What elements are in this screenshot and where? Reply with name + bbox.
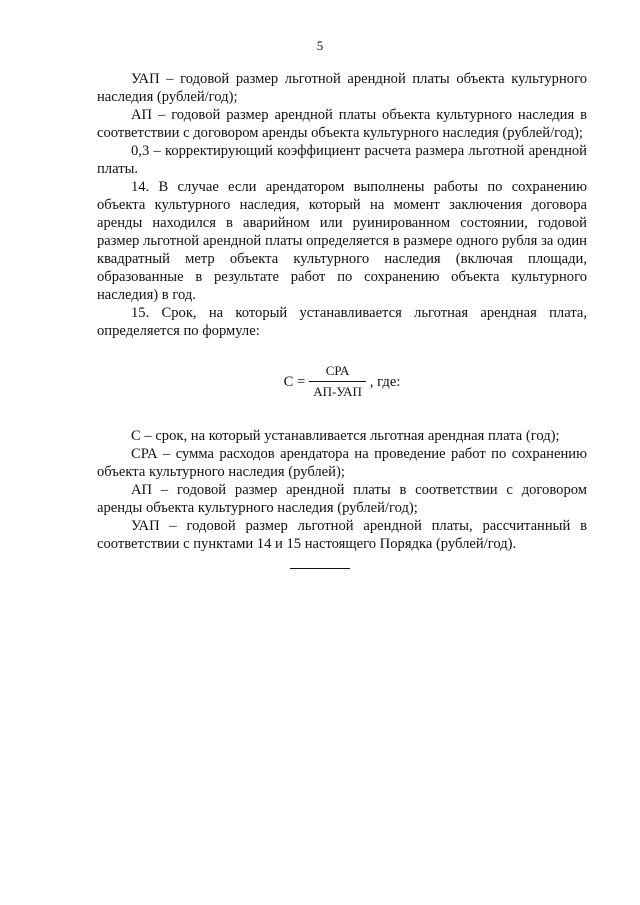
page-number: 5 bbox=[316, 38, 324, 53]
definition-uap: УАП – годовой размер льготной арендной платы объекта культурного наследия (рублей/год); bbox=[97, 71, 587, 105]
clause-15: 15. Срок, на который устанавливается льготная арендная плата, определяется по формуле: bbox=[97, 305, 587, 339]
definition-c: С – срок, на который устанавливается льготная арендная плата (год); bbox=[131, 428, 560, 444]
definition-cra: СРА – сумма расходов арендатора на проведение работ по сохранению объекта культурного наследия (рублей); bbox=[97, 446, 587, 480]
definition-uap-2: УАП – годовой размер льготной арендной платы, рассчитанный в соответствии с пунктами 14 и 15 настоящего Порядка (рублей/год). bbox=[97, 518, 587, 552]
formula-denominator: АП-УАП bbox=[313, 384, 362, 399]
term-formula bbox=[97, 362, 587, 401]
definition-ap: АП – годовой размер арендной платы объекта культурного наследия в соответствии с договором аренды объекта культурного наследия (рублей/год); bbox=[97, 107, 587, 141]
formula-fraction bbox=[309, 362, 366, 401]
clause-14: 14. В случае если арендатором выполнены работы по сохранению объекта культурного наследия, который на момент заключения договора аренды находился в аварийном или руинированном состоянии, годовой размер льготной арендной платы определяется в размере одного рубля за один квадратный метр объекта культурного наследия (включая площади, образованные в результате работ по сохранению объекта культурного наследия) в год. bbox=[97, 179, 587, 303]
definition-ap-2: АП – годовой размер арендной платы в соответствии с договором аренды объекта культурного наследия (рублей/год); bbox=[97, 482, 587, 516]
document-body bbox=[97, 70, 587, 553]
formula-lhs: С = bbox=[283, 373, 306, 390]
end-of-document-rule bbox=[290, 568, 350, 569]
formula-tail: , где: bbox=[369, 373, 401, 390]
formula-numerator: СРА bbox=[325, 363, 350, 378]
definition-coefficient: 0,3 – корректирующий коэффициент расчета размера льготной арендной платы. bbox=[97, 143, 587, 177]
